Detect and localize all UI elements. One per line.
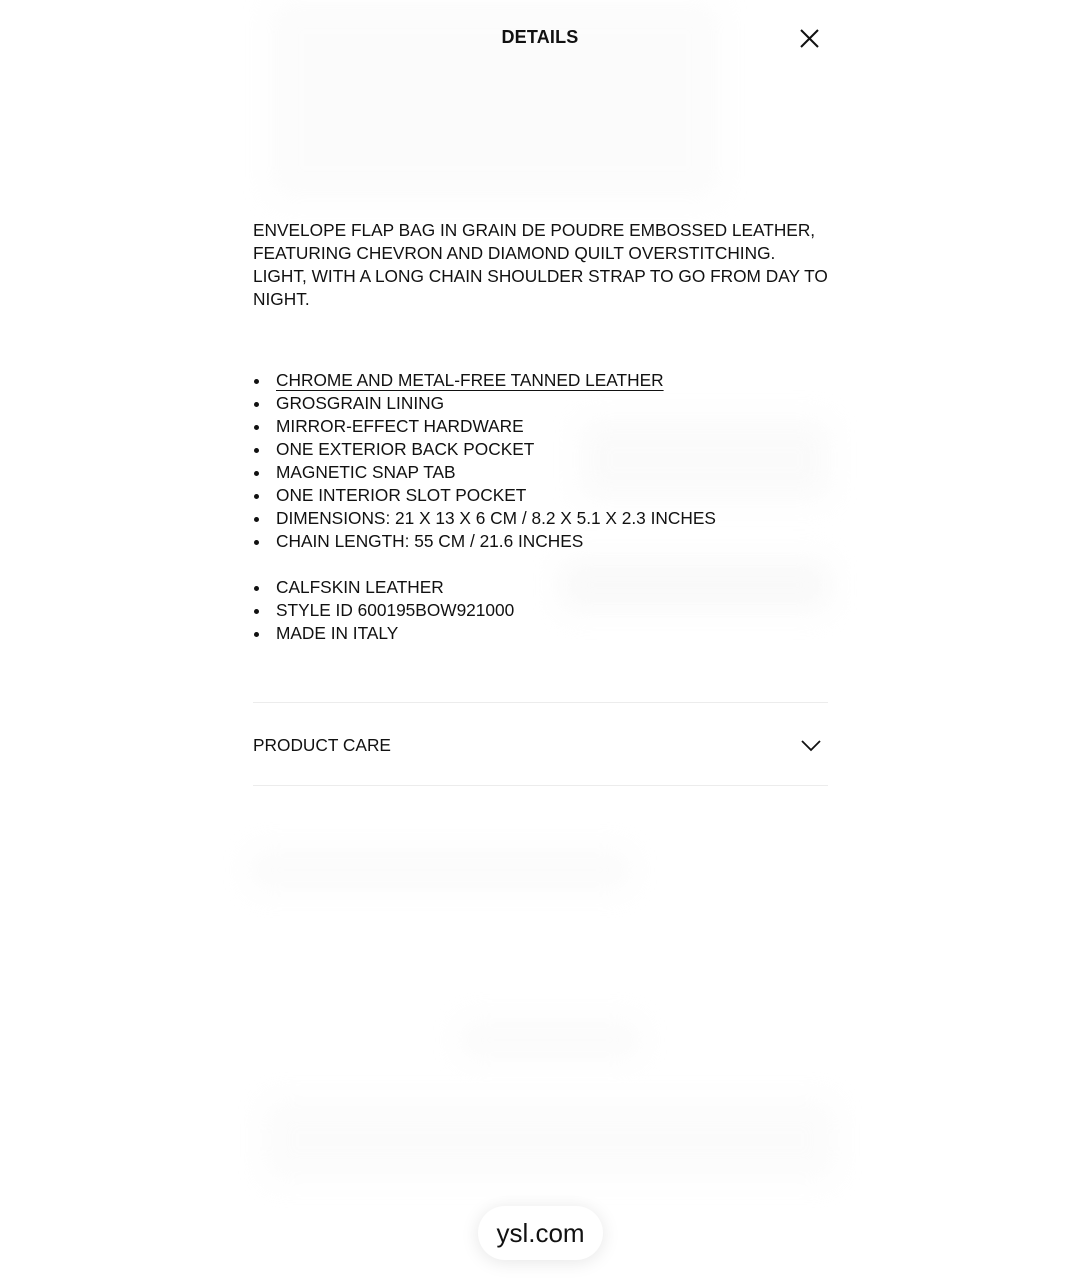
list-item: ONE INTERIOR SLOT POCKET	[253, 484, 833, 507]
background-blur	[250, 850, 630, 890]
product-care-accordion[interactable]	[253, 702, 828, 786]
background-blur	[460, 1020, 640, 1060]
close-icon	[792, 22, 826, 56]
list-item: GROSGRAIN LINING	[253, 392, 833, 415]
details-content	[253, 219, 833, 645]
domain-label: ysl.com	[496, 1218, 585, 1248]
feature-list	[253, 369, 833, 553]
background-blur	[265, 1100, 835, 1180]
list-item: STYLE ID 600195BOW921000	[253, 599, 833, 622]
list-item: CHAIN LENGTH: 55 CM / 21.6 INCHES	[253, 530, 833, 553]
browser-url-pill[interactable]	[478, 1206, 603, 1260]
product-description: ENVELOPE FLAP BAG IN GRAIN DE POUDRE EMBOSSED LEATHER, FEATURING CHEVRON AND DIAMOND QUILT OVERSTITCHING. LIGHT, WITH A LONG CHAIN SHOULDER STRAP TO GO FROM DAY TO NIGHT.	[253, 220, 828, 309]
sheet-header	[0, 0, 1080, 76]
list-item: MADE IN ITALY	[253, 622, 833, 645]
list-item: DIMENSIONS: 21 X 13 X 6 CM / 8.2 X 5.1 X 2.3 INCHES	[253, 507, 833, 530]
list-item: MIRROR-EFFECT HARDWARE	[253, 415, 833, 438]
list-item: ONE EXTERIOR BACK POCKET	[253, 438, 833, 461]
leather-info-link[interactable]: CHROME AND METAL-FREE TANNED LEATHER	[276, 370, 664, 390]
page-title: DETAILS	[501, 27, 579, 47]
close-button[interactable]	[792, 22, 826, 56]
spec-list	[253, 576, 833, 645]
list-item: MAGNETIC SNAP TAB	[253, 461, 833, 484]
list-item: CALFSKIN LEATHER	[253, 576, 833, 599]
accordion-label: PRODUCT CARE	[253, 735, 391, 755]
list-item[interactable]	[253, 369, 833, 392]
chevron-down-icon	[800, 735, 822, 755]
